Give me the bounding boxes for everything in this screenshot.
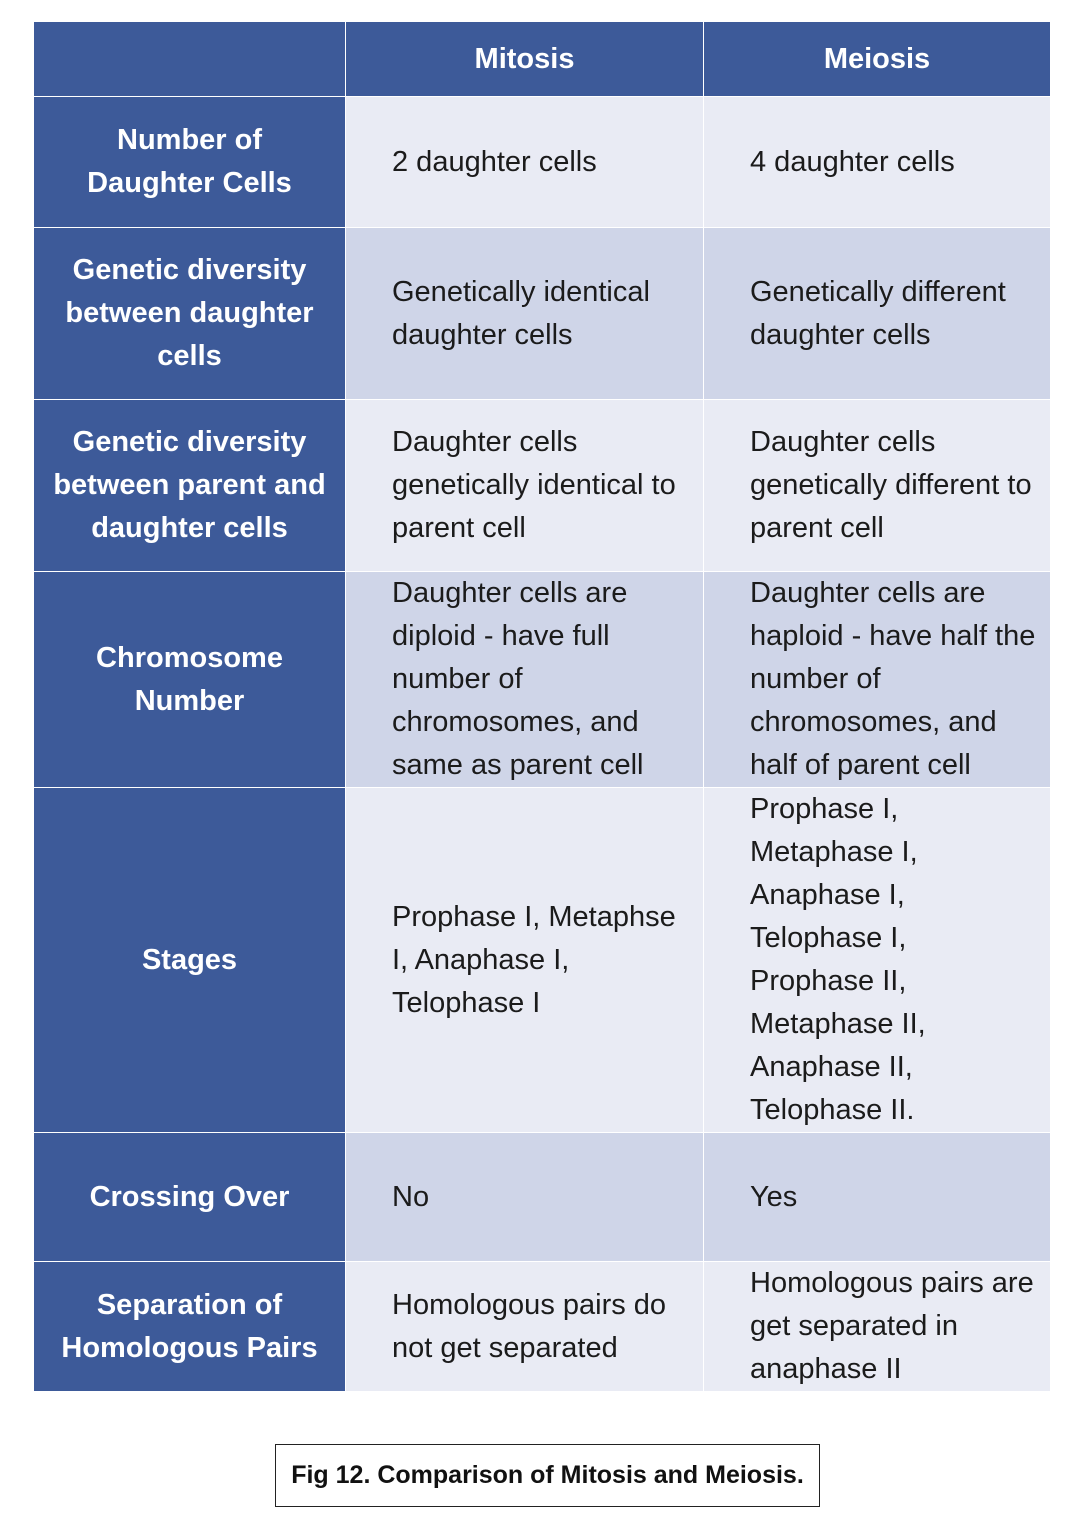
row-label: Separation of Homologous Pairs bbox=[34, 1262, 346, 1392]
mitosis-column-header: Mitosis bbox=[346, 22, 704, 97]
row-label: Genetic diversity between parent and daughter cells bbox=[34, 400, 346, 572]
mitosis-cell: Daughter cells are diploid - have full number of chromosomes, and same as parent cell bbox=[346, 572, 704, 788]
meiosis-cell: Genetically different daughter cells bbox=[704, 228, 1051, 400]
meiosis-cell: Homologous pairs are get separated in anaphase II bbox=[704, 1262, 1051, 1392]
mitosis-cell: Homologous pairs do not get separated bbox=[346, 1262, 704, 1392]
row-label: Crossing Over bbox=[34, 1133, 346, 1262]
corner-header-cell bbox=[34, 22, 346, 97]
mitosis-cell: 2 daughter cells bbox=[346, 97, 704, 228]
header-row bbox=[34, 22, 1051, 97]
mitosis-cell: Prophase I, Metaphse I, Anaphase I, Telophase I bbox=[346, 788, 704, 1133]
mitosis-cell: Daughter cells genetically identical to parent cell bbox=[346, 400, 704, 572]
meiosis-column-header: Meiosis bbox=[704, 22, 1051, 97]
table-row-daughter-cell-count bbox=[34, 97, 1051, 228]
meiosis-cell: Yes bbox=[704, 1133, 1051, 1262]
mitosis-cell: No bbox=[346, 1133, 704, 1262]
table-row-chromosome-number bbox=[34, 572, 1051, 788]
table-row-homologous-separation bbox=[34, 1262, 1051, 1392]
mitosis-cell: Genetically identical daughter cells bbox=[346, 228, 704, 400]
meiosis-cell: 4 daughter cells bbox=[704, 97, 1051, 228]
table-row-diversity-parent bbox=[34, 400, 1051, 572]
comparison-table bbox=[33, 21, 1051, 1392]
row-label: Genetic diversity between daughter cells bbox=[34, 228, 346, 400]
table-row-diversity-daughters bbox=[34, 228, 1051, 400]
row-label: Number of Daughter Cells bbox=[34, 97, 346, 228]
table-row-stages bbox=[34, 788, 1051, 1133]
meiosis-cell: Daughter cells are haploid - have half the number of chromosomes, and half of parent cell bbox=[704, 572, 1051, 788]
figure-caption: Fig 12. Comparison of Mitosis and Meiosis. bbox=[275, 1444, 820, 1507]
row-label: Stages bbox=[34, 788, 346, 1133]
meiosis-cell: Daughter cells genetically different to parent cell bbox=[704, 400, 1051, 572]
meiosis-cell: Prophase I, Metaphase I, Anaphase I, Telophase I, Prophase II, Metaphase II, Anaphase II, Telophase II. bbox=[704, 788, 1051, 1133]
table-row-crossing-over bbox=[34, 1133, 1051, 1262]
row-label: Chromosome Number bbox=[34, 572, 346, 788]
